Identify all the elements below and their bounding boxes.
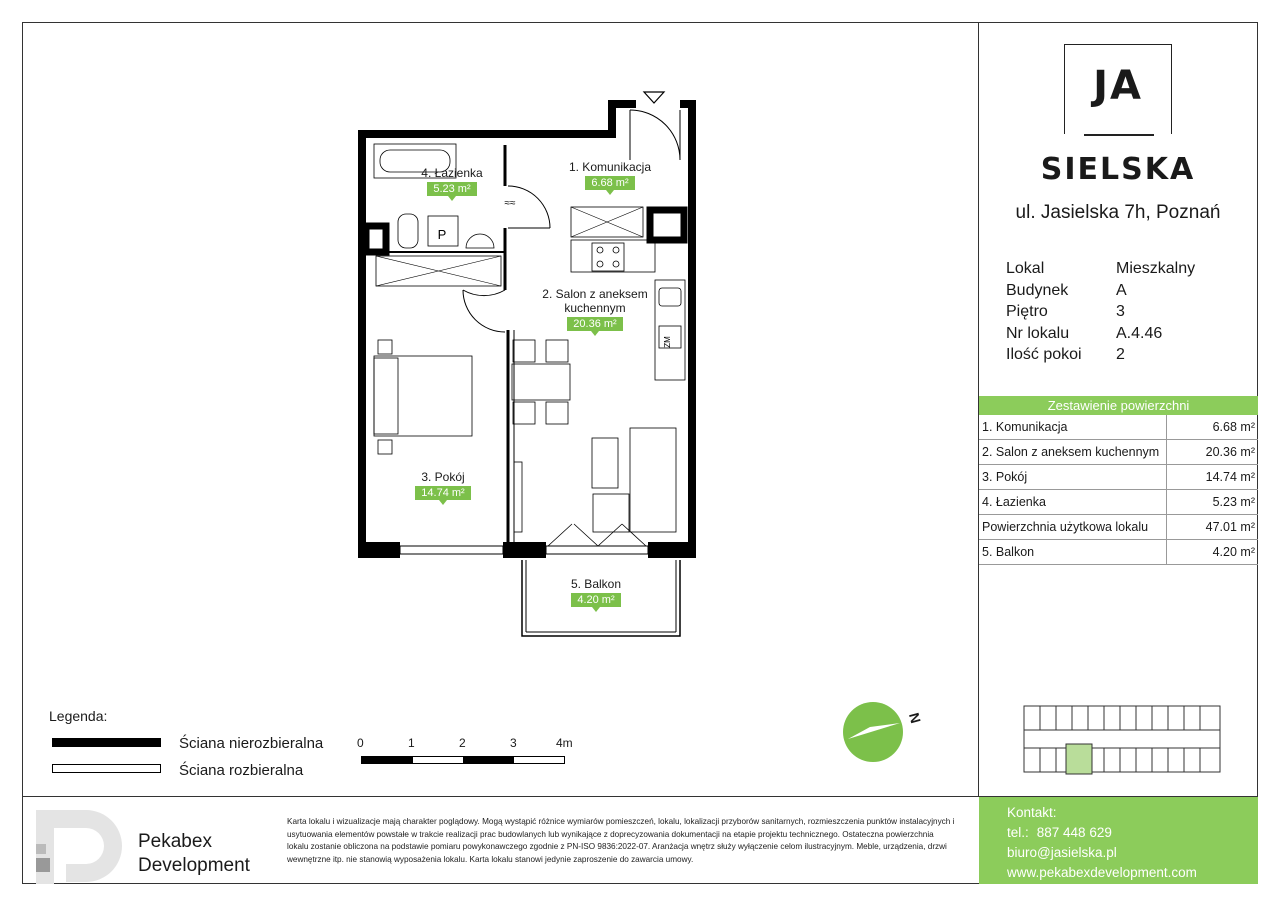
north-label: N (906, 711, 925, 725)
sofa (630, 428, 676, 532)
entrance-marker (644, 92, 664, 103)
toilet (398, 214, 418, 248)
row-name: 1. Komunikacja (979, 415, 1167, 439)
dining-table (512, 364, 570, 400)
row-name: 3. Pokój (979, 465, 1167, 489)
area-badge: 5.23 m² (427, 182, 476, 196)
scale-tick: 3 (510, 736, 517, 750)
brand-logo (1064, 44, 1172, 134)
fridge-label: ZM (663, 336, 672, 348)
room-name: 2. Salon z aneksem (542, 287, 648, 301)
info-key: Piętro (1006, 303, 1048, 320)
compass-icon (842, 701, 904, 763)
address: ul. Jasielska 7h, Poznań (1015, 202, 1221, 223)
scale-tick: 2 (459, 736, 466, 750)
sink (659, 288, 681, 306)
info-value: 2 (1116, 346, 1125, 363)
logo-mark: JA (1093, 63, 1143, 109)
parking-icon: P (437, 227, 447, 242)
row-value: 20.36 m² (1205, 445, 1255, 459)
info-key: Lokal (1006, 260, 1045, 277)
wall-structural (680, 104, 692, 558)
contact-email[interactable]: biuro@jasielska.pl (1007, 845, 1117, 860)
info-row (1006, 344, 1195, 366)
legend-structural-wall (52, 738, 161, 747)
row-name: Powierzchnia użytkowa lokalu (979, 515, 1167, 539)
scale-tick: 0 (357, 736, 364, 750)
summary-title: Zestawienie powierzchni (979, 396, 1258, 415)
room-name: 1. Komunikacja (568, 160, 652, 174)
row-name: 4. Łazienka (979, 490, 1167, 514)
washbasin (466, 234, 494, 248)
contact-website[interactable]: www.pekabexdevelopment.com (1007, 865, 1197, 880)
row-value: 6.68 m² (1212, 420, 1255, 434)
row-value: 5.23 m² (1212, 495, 1255, 509)
column (650, 210, 684, 240)
row-value: 4.20 m² (1212, 545, 1255, 559)
info-row (1006, 258, 1195, 280)
area-badge: 4.20 m² (571, 593, 620, 607)
room-salon (530, 287, 660, 331)
area-badge: 20.36 m² (567, 317, 622, 331)
window (546, 546, 648, 554)
area-summary-table (979, 396, 1258, 565)
row-value: 47.01 m² (1205, 520, 1255, 534)
contact-title: Kontakt: (1007, 805, 1057, 820)
cooktop (592, 243, 624, 271)
disclaimer: Karta lokalu i wizualizacje mają charakter poglądowy. Mogą wystąpić różnice wymiarów pomieszczeń, lokalu, lokalizacji przyborów sanitarnych, rozmieszczenia punktów instalacyjnych i usytuowania elementów powstałe w trakcie realizacji prac budowlanych lub wynikające z doprecyzowania dokumentacji na etapie projektu technicznego. Ostateczna powierzchnia lokalu zostanie obliczona na podstawie pomiaru powykonawczego zgodnie z PN-ISO 9836:2022-07. Aranżacja wnętrz służy wyłączenie celom ilustracyjnym. Meble, urządzenia, drzwi wewnętrzne itp. nie stanowią wyposażenia lokalu. Karta lokalu stanowi jedynie zaproszenie do zawarcia umowy. (287, 817, 955, 864)
room-name: 4. Łazienka (421, 166, 483, 180)
room-pokoj (393, 470, 493, 500)
table-row (979, 465, 1258, 490)
info-value: 3 (1116, 303, 1125, 320)
area-badge: 14.74 m² (415, 486, 470, 500)
row-name: 2. Salon z aneksem kuchennym (979, 440, 1167, 464)
room-balkon (546, 577, 646, 607)
coffee-table (592, 438, 618, 488)
info-row (1006, 301, 1195, 323)
company-line: Pekabex (138, 831, 212, 852)
building-key-plan (1020, 700, 1225, 778)
tel-label: tel.: (1007, 825, 1029, 840)
table-row (979, 490, 1258, 515)
contact-phone (1007, 823, 1258, 843)
table-row (979, 515, 1258, 540)
info-key: Budynek (1006, 281, 1069, 299)
room-name: 5. Balkon (570, 577, 622, 591)
nightstand (378, 340, 392, 354)
table-row (979, 415, 1258, 440)
contact-box (979, 797, 1258, 884)
logo-underline (1084, 134, 1154, 136)
scale-tick: 4m (556, 736, 573, 750)
table-row (979, 440, 1258, 465)
nightstand (378, 440, 392, 454)
developer-name (138, 830, 250, 878)
pekabex-logo-icon (36, 810, 132, 884)
brand-name: SIELSKA (1040, 152, 1196, 187)
column (366, 226, 386, 252)
legend-label: Ściana nierozbieralna (179, 735, 324, 752)
room-name: kuchennym (564, 301, 626, 315)
room-lazienka (402, 166, 502, 196)
kitchen-counter (571, 240, 655, 272)
tel-value[interactable]: 887 448 629 (1036, 825, 1112, 840)
info-key: Ilość pokoi (1006, 346, 1082, 363)
scale-bar (361, 756, 565, 764)
legend-partition-wall (52, 764, 161, 773)
unit-highlight (1066, 744, 1092, 774)
info-value: A.4.46 (1116, 324, 1163, 342)
unit-info (1006, 258, 1195, 366)
company-line: Development (138, 855, 250, 876)
table-row (979, 540, 1258, 565)
scale-tick: 1 (408, 736, 415, 750)
info-row (1006, 280, 1195, 302)
row-value: 14.74 m² (1205, 470, 1255, 484)
legend-label: Ściana rozbieralna (179, 762, 304, 779)
ventilation-icon: ≈≈ (504, 198, 516, 209)
info-key: Nr lokalu (1006, 324, 1070, 342)
legend-title: Legenda: (49, 708, 108, 724)
row-name: 5. Balkon (979, 540, 1167, 564)
bed (374, 356, 472, 436)
tv-stand (514, 462, 522, 532)
room-name: 3. Pokój (421, 470, 465, 484)
info-value: A (1116, 281, 1127, 299)
info-value: Mieszkalny (1116, 260, 1196, 277)
room-komunikacja (560, 160, 660, 190)
info-row (1006, 323, 1195, 345)
area-badge: 6.68 m² (585, 176, 634, 190)
window (400, 546, 503, 554)
